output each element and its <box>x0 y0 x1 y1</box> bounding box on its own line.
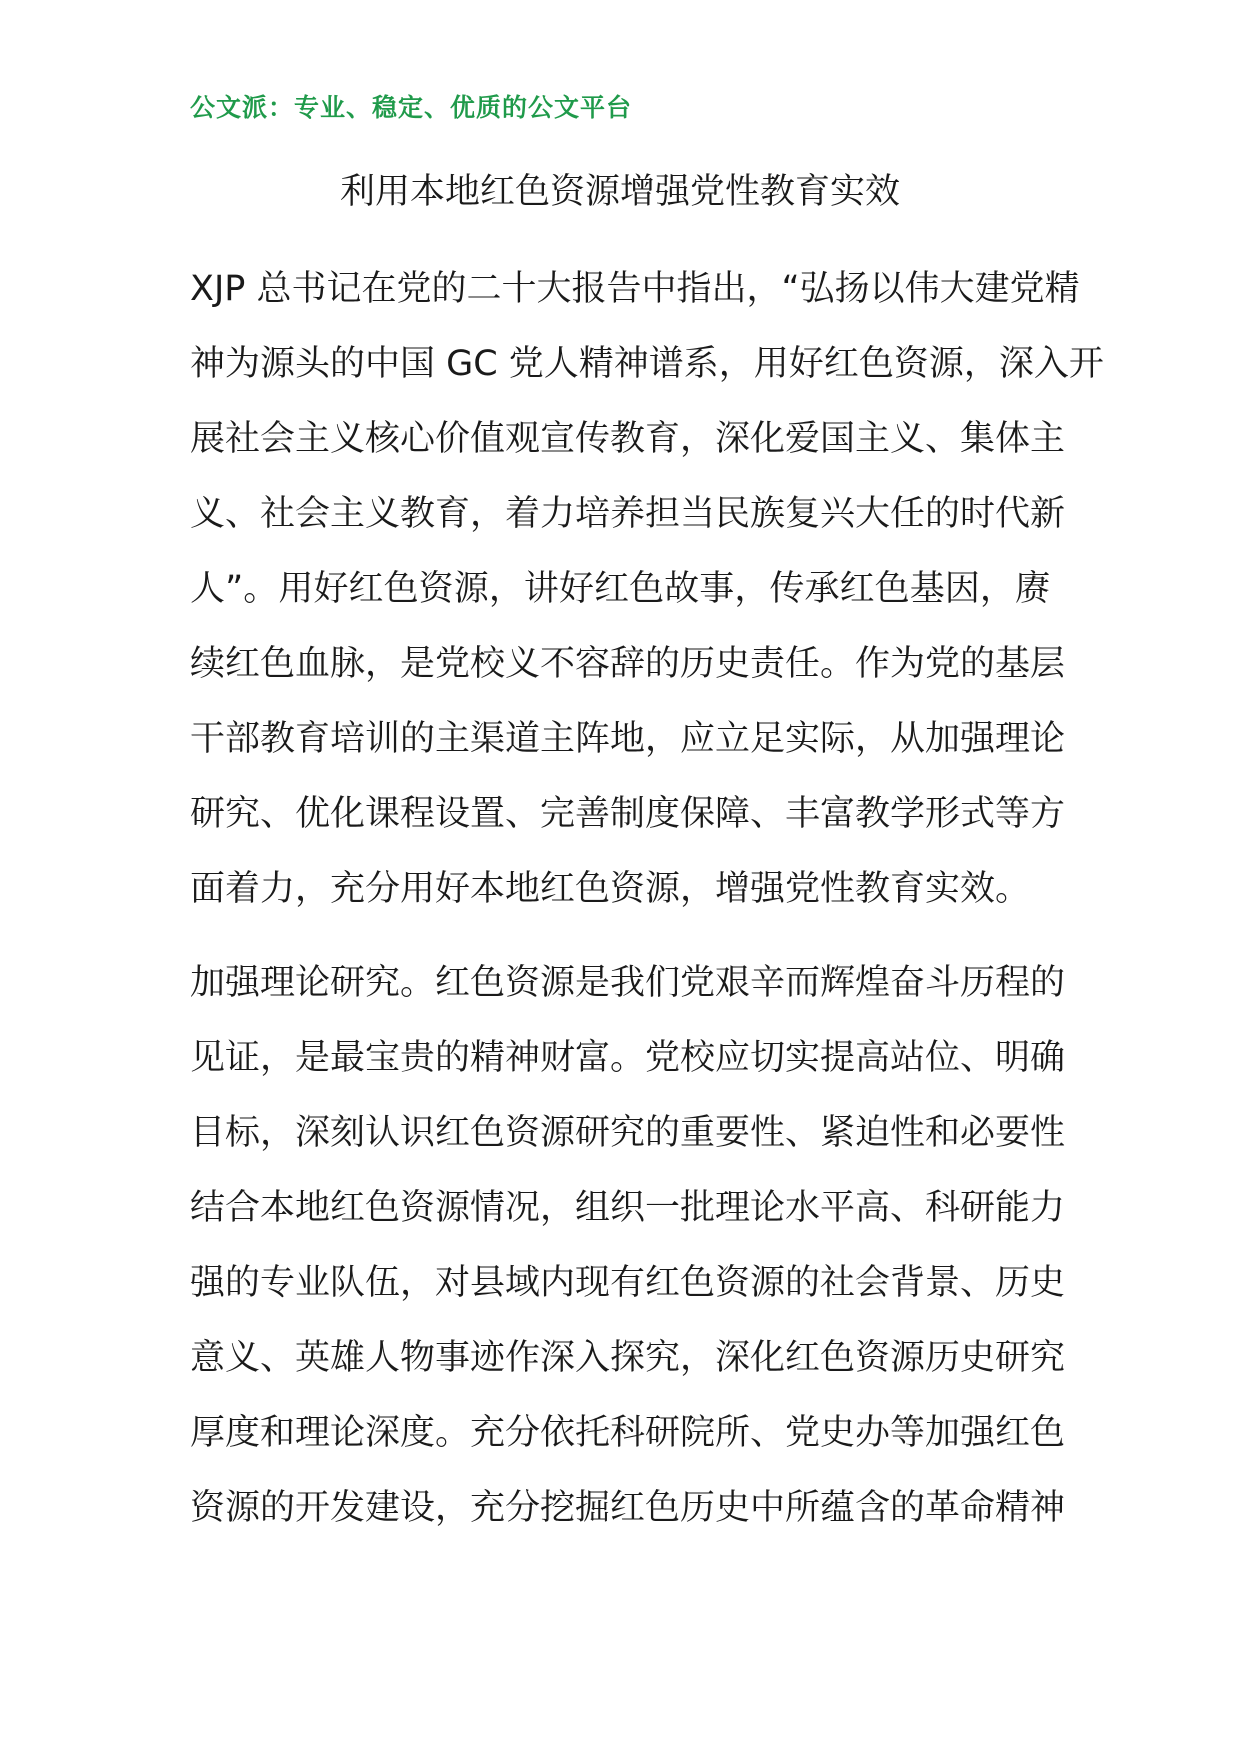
paragraph-line: 强的专业队伍，对县域内现有红色资源的社会背景、历史 <box>190 1263 1066 1303</box>
paragraph-line: 神为源头的中国 GC 党人精神谱系，用好红色资源，深入开 <box>190 344 1104 384</box>
paragraph-line: 资源的开发建设，充分挖掘红色历史中所蕴含的革命精神 <box>190 1488 1066 1528</box>
paragraph-line: 见证，是最宝贵的精神财富。党校应切实提高站位、明确 <box>190 1038 1066 1078</box>
paragraph-line: XJP 总书记在党的二十大报告中指出，“弘扬以伟大建党精 <box>190 269 1080 309</box>
paragraph-line: 研究、优化课程设置、完善制度保障、丰富教学形式等方 <box>190 794 1066 834</box>
paragraph-1 <box>190 252 1104 927</box>
paragraph-line: 续红色血脉，是党校义不容辞的历史责任。作为党的基层 <box>190 644 1066 684</box>
platform-header: 公文派：专业、稳定、优质的公文平台 <box>190 93 633 122</box>
paragraph-line: 面着力，充分用好本地红色资源，增强党性教育实效。 <box>190 869 1031 909</box>
paragraph-line: 义、社会主义教育，着力培养担当民族复兴大任的时代新 <box>190 494 1066 534</box>
paragraph-2 <box>190 946 1066 1546</box>
paragraph-line: 展社会主义核心价值观宣传教育，深化爱国主义、集体主 <box>190 419 1066 459</box>
paragraph-line: 厚度和理论深度。充分依托科研院所、党史办等加强红色 <box>190 1413 1066 1453</box>
paragraph-line: 人”。用好红色资源，讲好红色故事，传承红色基因，赓 <box>190 569 1050 609</box>
paragraph-line: 目标，深刻认识红色资源研究的重要性、紧迫性和必要性 <box>190 1113 1066 1153</box>
paragraph-line: 干部教育培训的主渠道主阵地，应立足实际，从加强理论 <box>190 719 1066 759</box>
document-title: 利用本地红色资源增强党性教育实效 <box>339 172 900 212</box>
paragraph-line: 结合本地红色资源情况，组织一批理论水平高、科研能力 <box>190 1188 1066 1228</box>
paragraph-line: 加强理论研究。红色资源是我们党艰辛而辉煌奋斗历程的 <box>190 963 1066 1003</box>
paragraph-line: 意义、英雄人物事迹作深入探究，深化红色资源历史研究 <box>190 1338 1066 1378</box>
